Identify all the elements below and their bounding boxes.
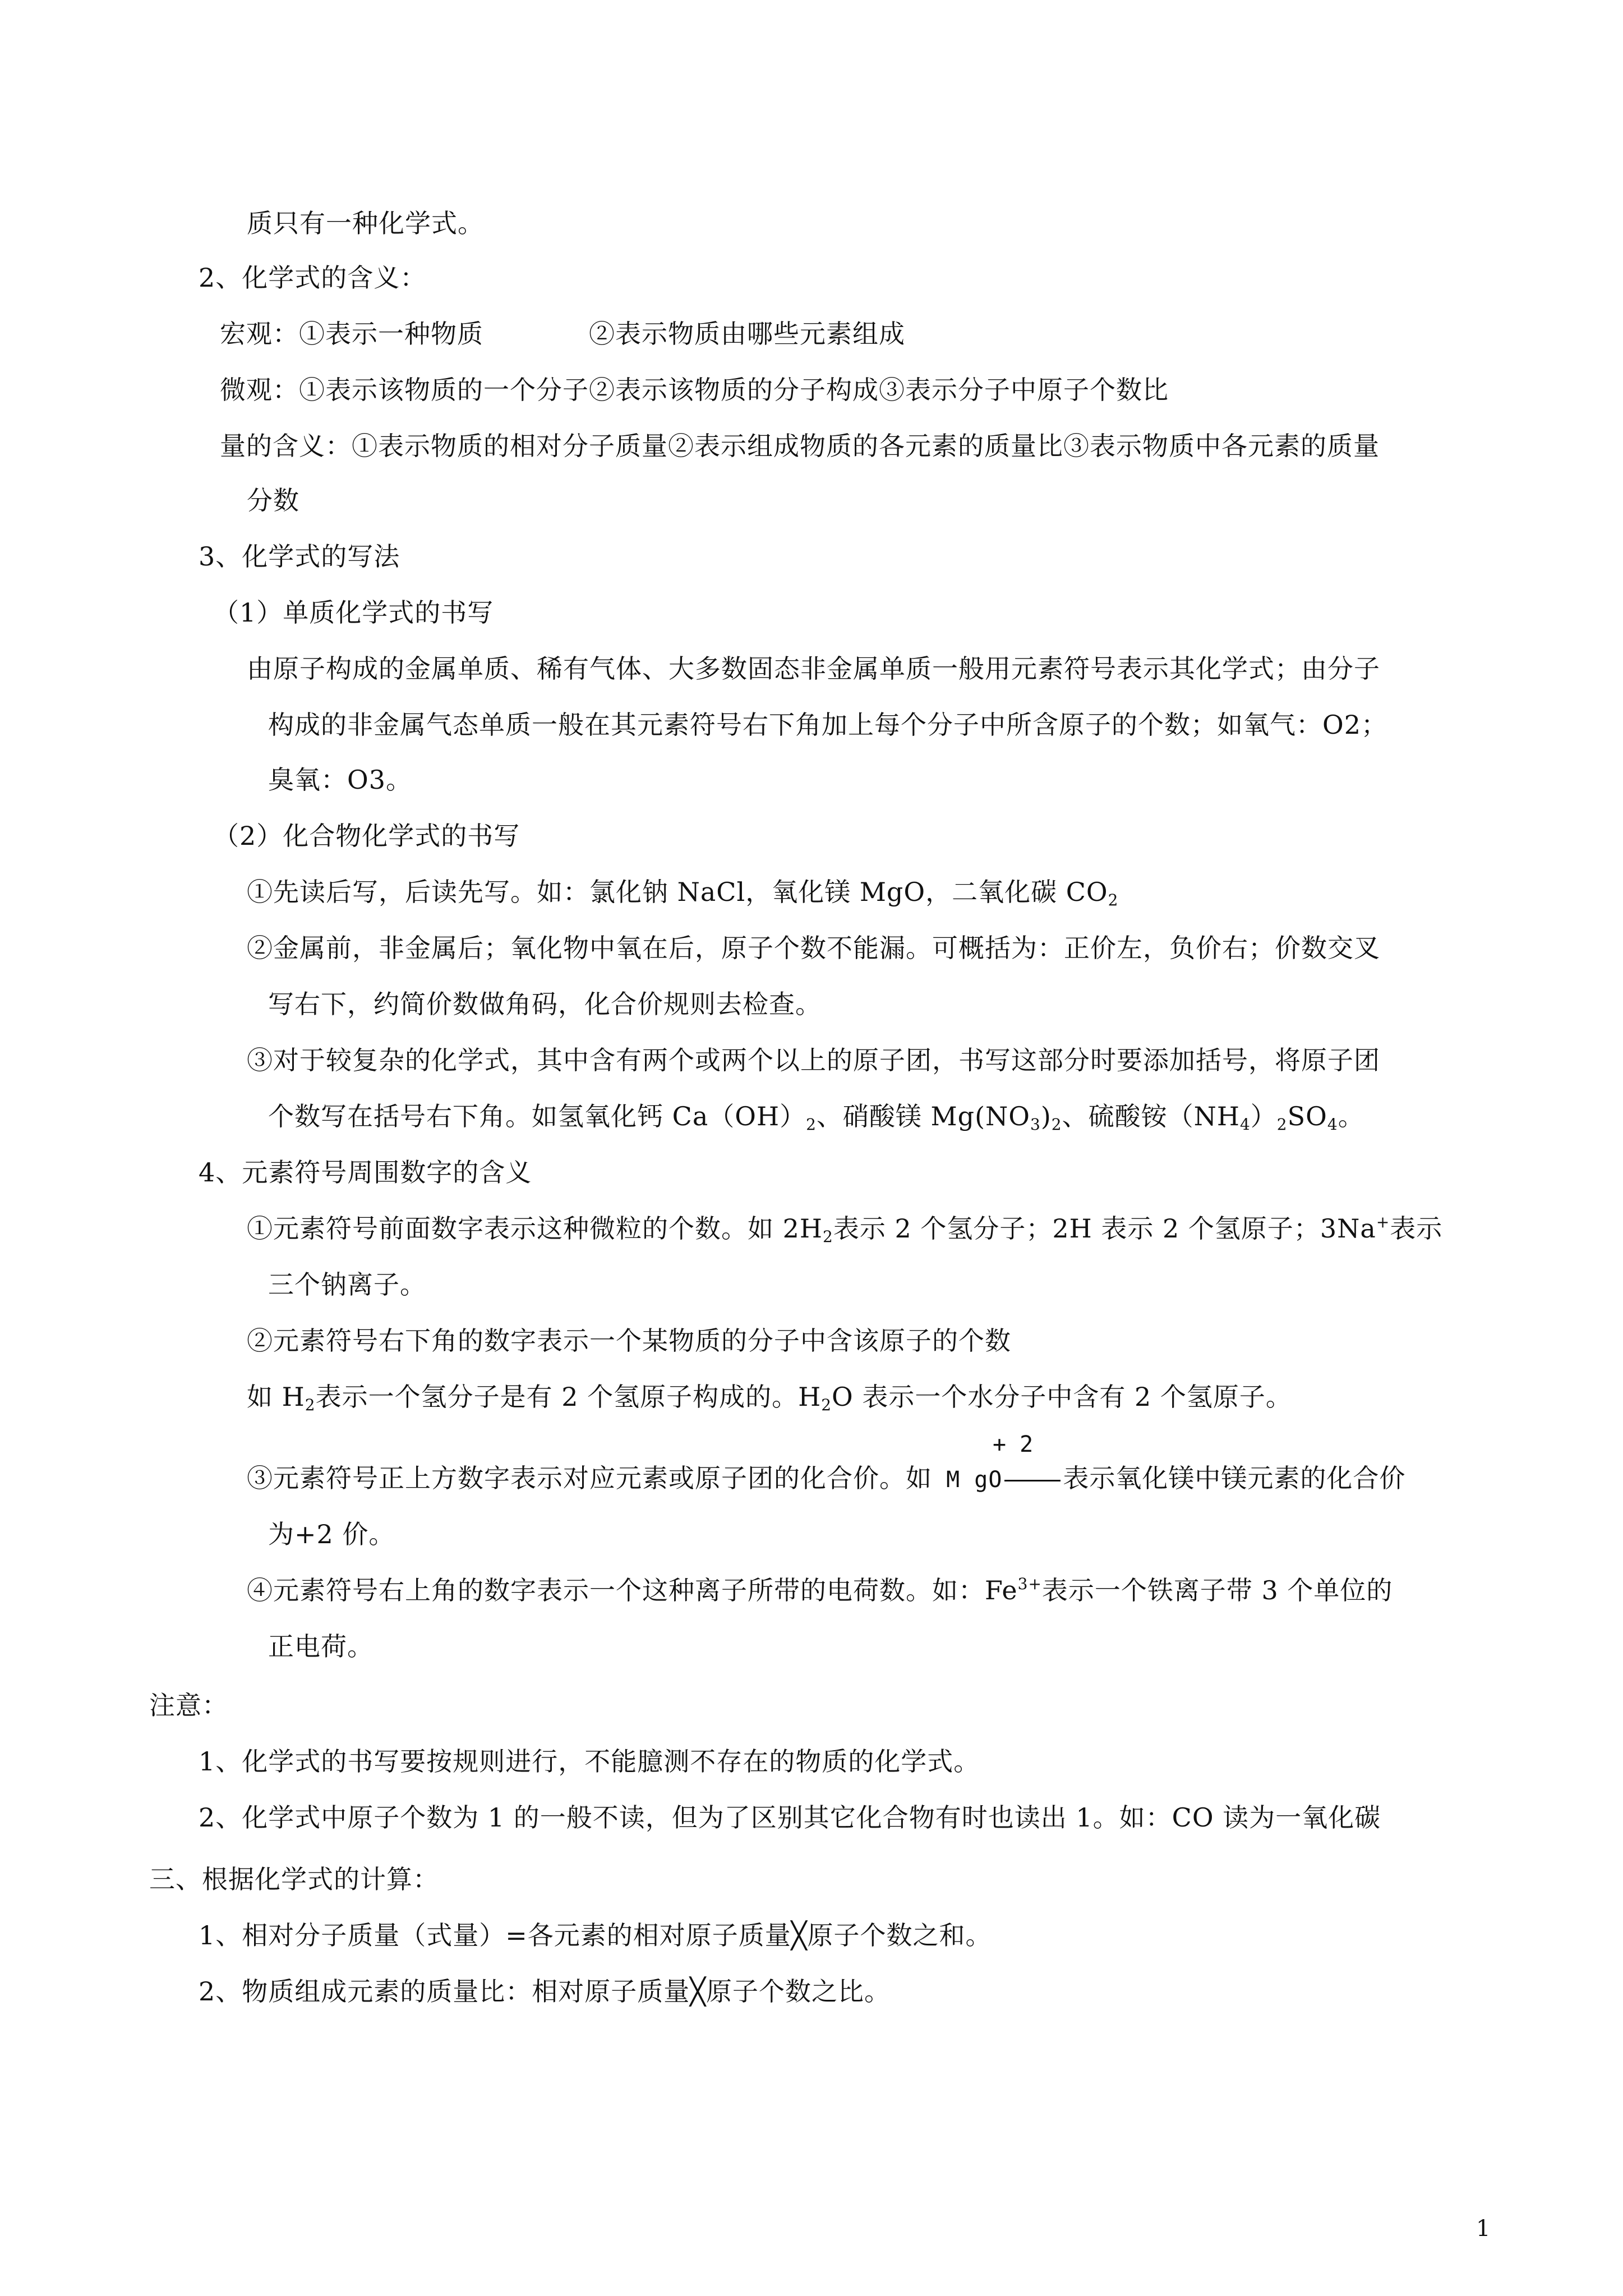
text-line: 2、物质组成元素的质量比：相对原子质量╳原子个数之比。	[199, 1976, 891, 2007]
superscript: 3+	[1017, 1575, 1042, 1593]
text-span: 表示一个铁离子带 3 个单位的	[1041, 1575, 1393, 1605]
subscript: 2	[1108, 891, 1119, 909]
text-span: ）	[1250, 1101, 1277, 1131]
text-span: O 表示一个水分子中含有 2 个氢原子。	[832, 1382, 1292, 1412]
text-span: 表示一个氢分子是有 2 个氢原子构成的。H	[315, 1382, 822, 1412]
text-line: 质只有一种化学式。	[247, 208, 484, 238]
text-line	[247, 1461, 1405, 1497]
subsection-heading: （1）单质化学式的书写	[213, 597, 494, 628]
text-line: 2、化学式中原子个数为 1 的一般不读，但为了区别其它化合物有时也读出 1。如：CO 读为一氧化碳	[199, 1802, 1381, 1833]
text-line: 微观：①表示该物质的一个分子②表示该物质的分子构成③表示分子中原子个数比	[220, 375, 1169, 405]
valence-mark: + 2	[993, 1432, 1034, 1457]
section-heading: 3、化学式的写法	[199, 541, 400, 572]
text-line: 三个钠离子。	[268, 1269, 426, 1300]
text-span: 表示	[1390, 1213, 1443, 1244]
note-heading: 注意：	[149, 1690, 228, 1720]
subscript: 4	[1239, 1115, 1251, 1134]
subsection-heading: （2）化合物化学式的书写	[213, 821, 520, 851]
formula: M gO	[932, 1467, 1003, 1493]
subscript: 4	[1327, 1115, 1338, 1134]
text-line: 1、化学式的书写要按规则进行，不能臆测不存在的物质的化学式。	[199, 1746, 980, 1777]
section-heading: 4、元素符号周围数字的含义	[199, 1157, 532, 1188]
subscript: 2	[806, 1115, 817, 1134]
text-line	[268, 1099, 1364, 1133]
text-line: 写右下，约简价数做角码，化合价规则去检查。	[268, 989, 822, 1019]
text-line: 臭氧：O3。	[268, 765, 412, 795]
subscript: 3	[1030, 1115, 1041, 1134]
text-line: 构成的非金属气态单质一般在其元素符号右下角加上每个分子中所含原子的个数；如氧气：O2；	[268, 710, 1387, 740]
section-heading: 2、化学式的含义：	[199, 263, 427, 293]
text-line: 为+2 价。	[268, 1519, 395, 1549]
text-line: 分数	[247, 485, 299, 516]
text-line	[247, 1212, 1442, 1245]
subscript: 2	[1051, 1115, 1062, 1134]
text-line: 量的含义：①表示物质的相对分子质量②表示组成物质的各元素的质量比③表示物质中各元素的质量	[220, 431, 1380, 461]
page-number: 1	[1476, 2216, 1491, 2242]
text-span: ④元素符号右上角的数字表示一个这种离子所带的电荷数。如：Fe	[247, 1575, 1018, 1605]
text-span: 个数写在括号右下角。如氢氧化钙 Ca（OH）	[268, 1101, 806, 1131]
text-line: 由原子构成的金属单质、稀有气体、大多数固态非金属单质一般用元素符号表示其化学式；由分子	[247, 654, 1380, 684]
text-span: 如 H	[247, 1382, 305, 1412]
text-span: 表示氧化镁中镁元素的化合价	[1063, 1463, 1406, 1493]
subscript: 2	[1276, 1115, 1288, 1134]
subscript: 2	[821, 1396, 832, 1414]
text-line: 宏观：①表示一种物质 ②表示物质由哪些元素组成	[220, 319, 905, 349]
text-line	[247, 1573, 1393, 1607]
superscript: +	[1376, 1213, 1390, 1231]
text-span: ③元素符号正上方数字表示对应元素或原子团的化合价。如	[247, 1463, 932, 1493]
text-span: 。	[1338, 1101, 1364, 1131]
text-line: ③对于较复杂的化学式，其中含有两个或两个以上的原子团，书写这部分时要添加括号，将原子团	[247, 1045, 1380, 1075]
text-span: 表示 2 个氢分子；2H 表示 2 个氢原子；3Na	[833, 1213, 1376, 1244]
text-line	[247, 1380, 1292, 1414]
dash-line	[1004, 1480, 1061, 1481]
text-span: 、硫酸铵（NH	[1062, 1101, 1240, 1131]
text-line: ②元素符号右下角的数字表示一个某物质的分子中含该原子的个数	[247, 1326, 1011, 1356]
subscript: 2	[305, 1396, 316, 1414]
text-span: )	[1040, 1101, 1052, 1131]
text-span: ①先读后写，后读先写。如：氯化钠 NaCl，氧化镁 MgO，二氧化碳 CO	[247, 877, 1108, 907]
subscript: 2	[823, 1227, 833, 1246]
text-line	[247, 875, 1118, 909]
text-line: 1、相对分子质量（式量）=各元素的相对原子质量╳原子个数之和。	[199, 1920, 992, 1950]
text-span: ①元素符号前面数字表示这种微粒的个数。如 2H	[247, 1213, 823, 1244]
text-line: ②金属前，非金属后；氧化物中氧在后，原子个数不能漏。可概括为：正价左，负价右；价数交叉	[247, 933, 1380, 963]
text-span: 、硝酸镁 Mg(NO	[816, 1101, 1030, 1131]
text-span: SO	[1287, 1101, 1327, 1131]
section-heading: 三、根据化学式的计算：	[149, 1864, 439, 1894]
text-line: 正电荷。	[268, 1631, 374, 1662]
